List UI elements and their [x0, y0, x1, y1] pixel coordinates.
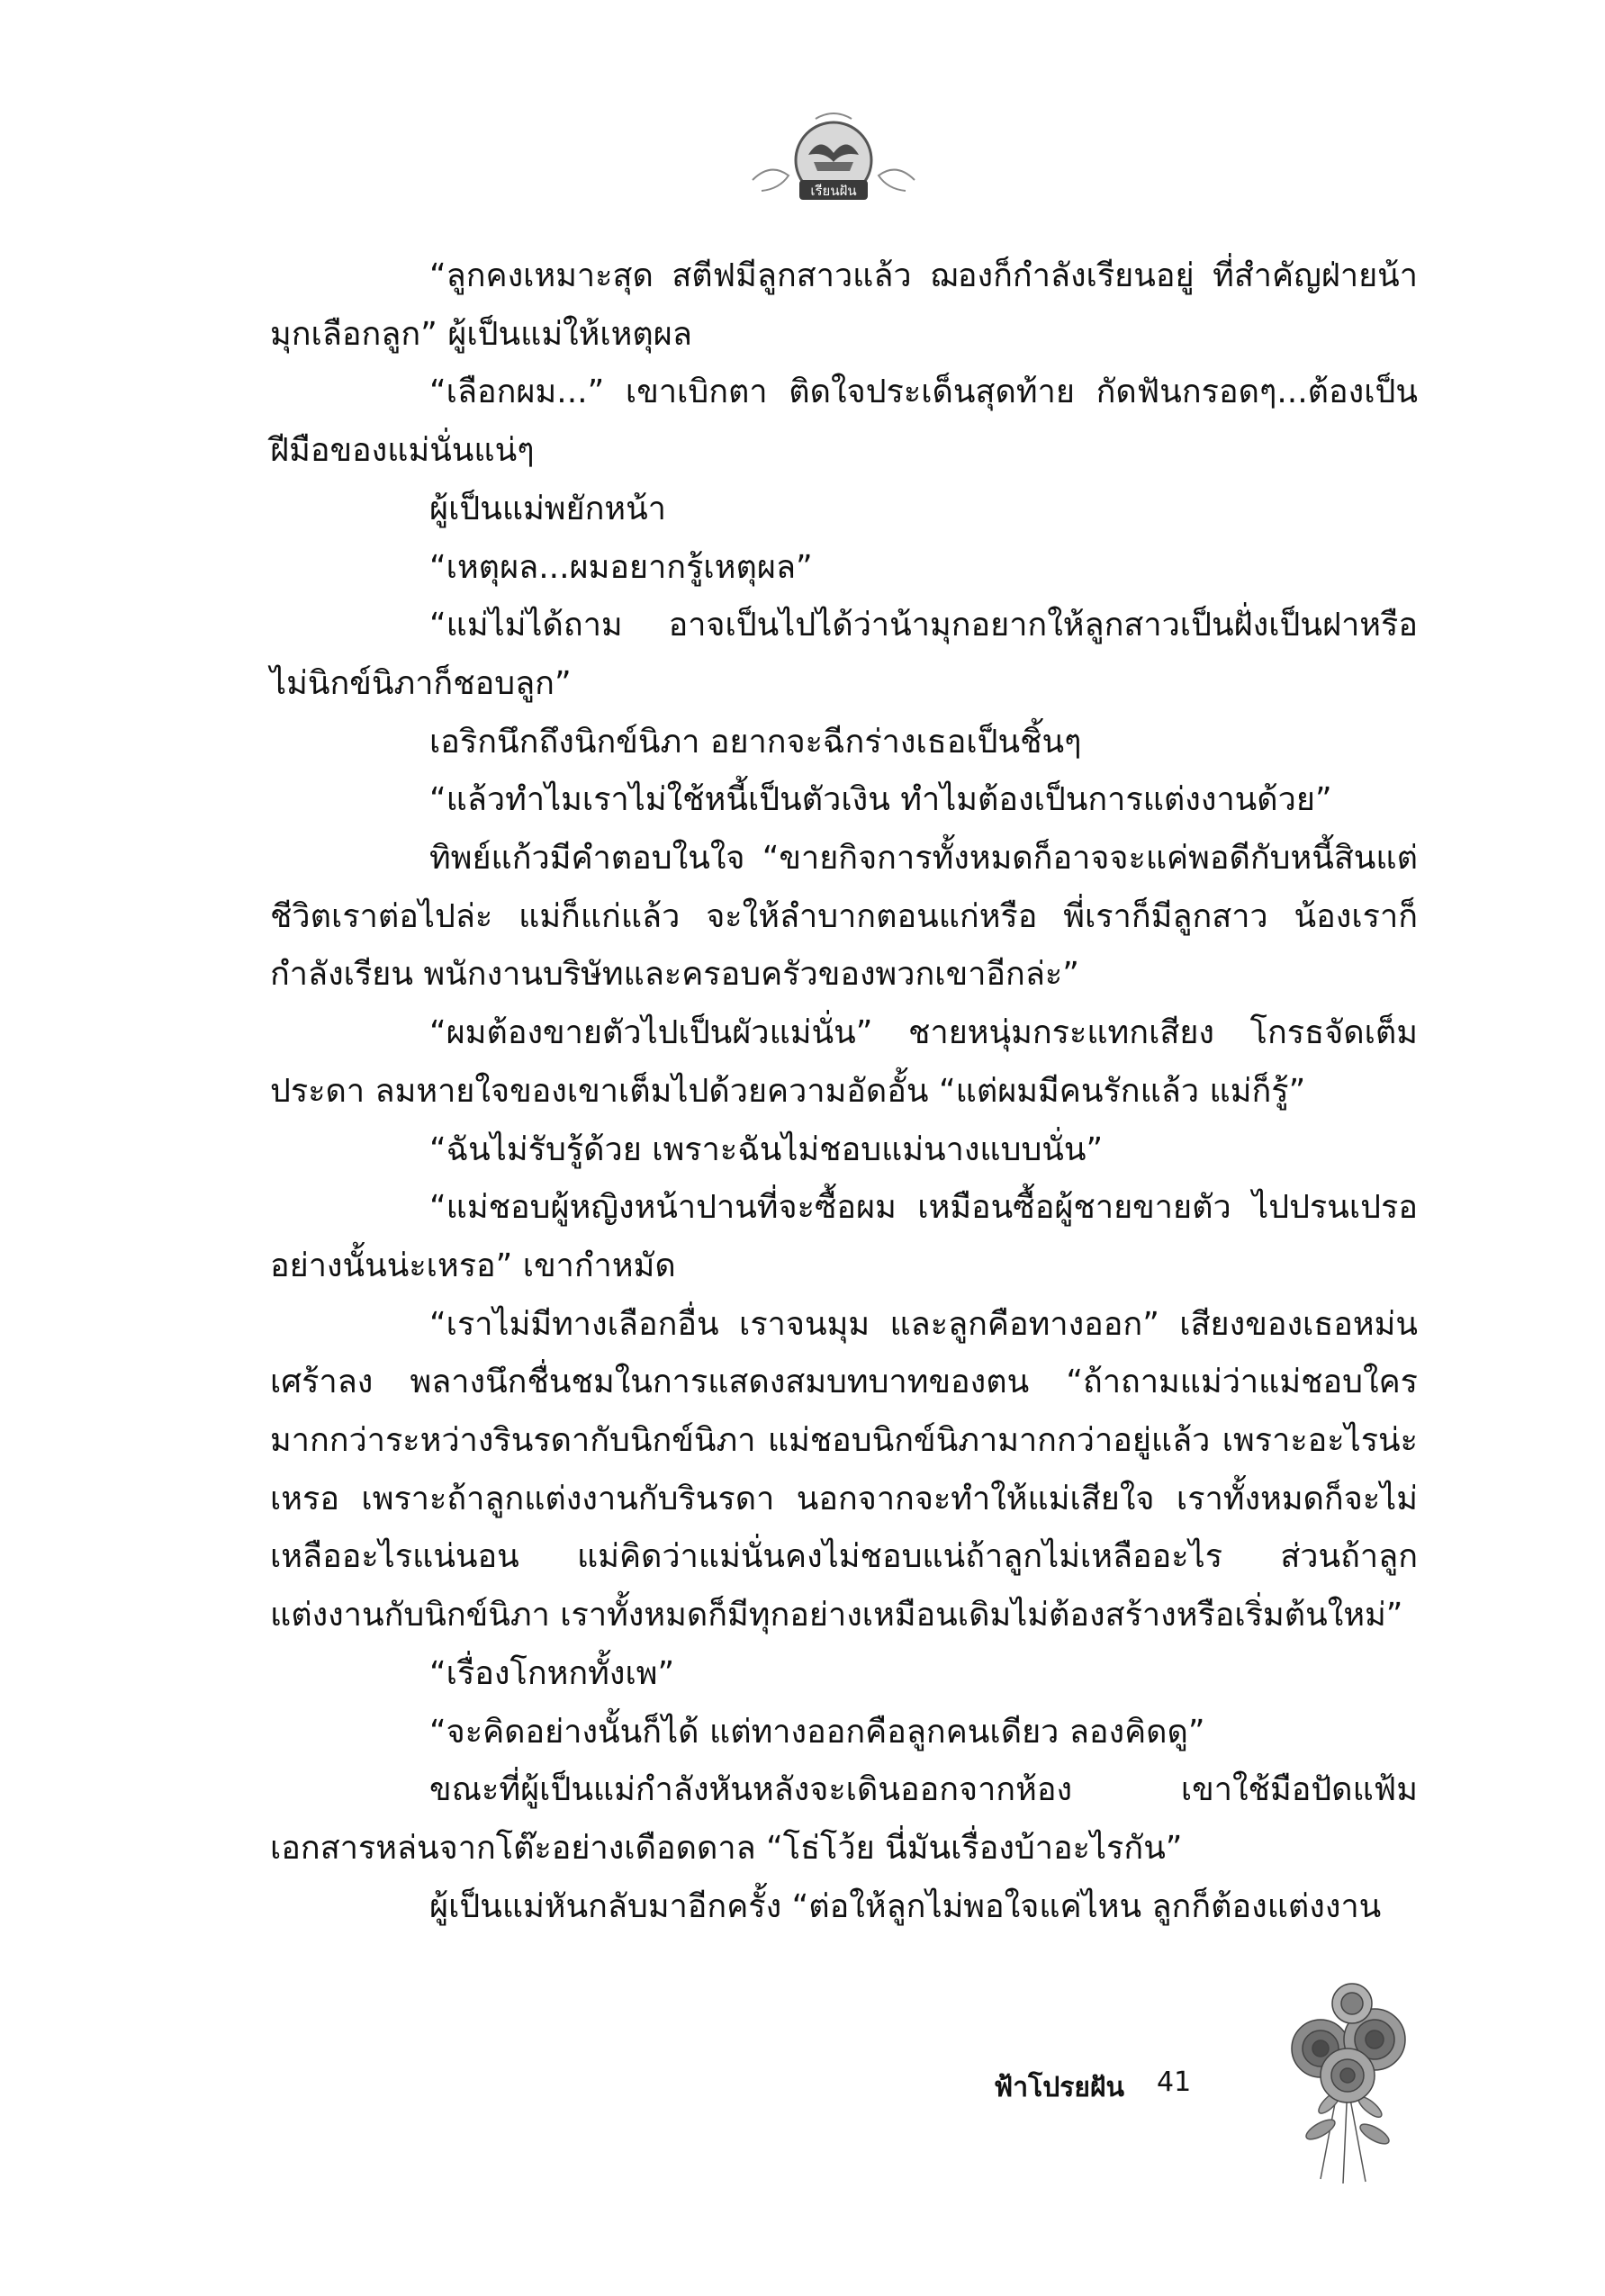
paragraph: “เลือกผม...” เขาเบิกตา ติดใจประเด็นสุดท้าย กัดฟันกรอดๆ...ต้องเป็นฝีมือของแม่นั่นแน่ๆ — [270, 374, 1418, 470]
paragraph: “เรื่องโกหกทั้งเพ” — [429, 1654, 675, 1692]
body-text — [270, 248, 1418, 1936]
paragraph: ทิพย์แก้วมีคำตอบในใจ “ขายกิจการทั้งหมดก็อาจจะแค่พอดีกับหนี้สินแต่ชีวิตเราต่อไปล่ะ แม่ก็แก่แล้ว จะให้ลำบากตอนแก่หรือ พี่เราก็มีลูกสาว น้องเราก็กำลังเรียน พนักงานบริษัทและครอบครัวของพวกเขาอีกล่ะ” — [270, 840, 1418, 994]
paragraph: “แม่ไม่ได้ถาม อาจเป็นไปได้ว่าน้ามุกอยากให้ลูกสาวเป็นฝั่งเป็นฝาหรือไม่นิกข์นิภาก็ชอบลูก” — [270, 607, 1418, 702]
paragraph: “เหตุผล...ผมอยากรู้เหตุผล” — [429, 548, 813, 586]
logo-text: เรียนฝัน — [810, 183, 857, 199]
book-logo-emblem — [744, 108, 924, 216]
paragraph: “จะคิดอย่างนั้นก็ได้ แต่ทางออกคือลูกคนเดียว ลองคิดดู” — [429, 1713, 1205, 1751]
paragraph: “แล้วทำไมเราไม่ใช้หนี้เป็นตัวเงิน ทำไมต้องเป็นการแต่งงานด้วย” — [429, 781, 1332, 819]
page-number: 41 — [1157, 2066, 1192, 2098]
paragraph: เอริกนึกถึงนิกข์นิภา อยากจะฉีกร่างเธอเป็นชิ้นๆ — [429, 723, 1082, 761]
paragraph: “ผมต้องขายตัวไปเป็นผัวแม่นั่น” ชายหนุ่มกระแทกเสียง โกรธจัดเต็มประดา ลมหายใจของเขาเต็มไปด้วยความอัดอั้น “แต่ผมมีคนรักแล้ว แม่ก็รู้” — [270, 1014, 1418, 1110]
paragraph: “แม่ชอบผู้หญิงหน้าปานที่จะซื้อผม เหมือนซื้อผู้ชายขายตัว ไปปรนเปรออย่างนั้นน่ะเหรอ” เขากำหมัด — [270, 1189, 1418, 1284]
book-title: ฟ้าโปรยฝัน — [994, 2072, 1125, 2103]
paragraph: “ฉันไม่รับรู้ด้วย เพราะฉันไม่ชอบแม่นางแบบนั่น” — [429, 1130, 1104, 1168]
rose-bouquet-icon — [1258, 1976, 1438, 2192]
paragraph: “ลูกคงเหมาะสุด สตีฟมีลูกสาวแล้ว ฌองก็กำลังเรียนอยู่ ที่สำคัญฝ่ายน้ามุกเลือกลูก” ผู้เป็นแม่ให้เหตุผล — [270, 257, 1418, 353]
paragraph: ผู้เป็นแม่พยักหน้า — [429, 490, 666, 527]
paragraph: ขณะที่ผู้เป็นแม่กำลังหันหลังจะเดินออกจากห้อง เขาใช้มือปัดแฟ้มเอกสารหล่นจากโต๊ะอย่างเดือดดาล “โธ่โว้ย นี่มันเรื่องบ้าอะไรกัน” — [270, 1771, 1418, 1867]
paragraph: ผู้เป็นแม่หันกลับมาอีกครั้ง “ต่อให้ลูกไม่พอใจแค่ไหน ลูกก็ต้องแต่งงาน — [429, 1887, 1382, 1925]
paragraph: “เราไม่มีทางเลือกอื่น เราจนมุม และลูกคือทางออก” เสียงของเธอหม่นเศร้าลง พลางนึกชื่นชมในการแสดงสมบทบาทของตน “ถ้าถามแม่ว่าแม่ชอบใครมากกว่าระหว่างรินรดากับนิกข์นิภา แม่ชอบนิกข์นิภามากกว่าอยู่แล้ว เพราะอะไรน่ะเหรอ เพราะถ้าลูกแต่งงานกับรินรดา นอกจากจะทำให้แม่เสียใจ เราทั้งหมดก็จะไม่เหลืออะไรแน่นอน แม่คิดว่าแม่นั่นคงไม่ชอบแน่ถ้าลูกไม่เหลืออะไร ส่วนถ้าลูกแต่งงานกับนิกข์นิภา เราทั้งหมดก็มีทุกอย่างเหมือนเดิมไม่ต้องสร้างหรือเริ่มต้นใหม่” — [270, 1305, 1418, 1634]
